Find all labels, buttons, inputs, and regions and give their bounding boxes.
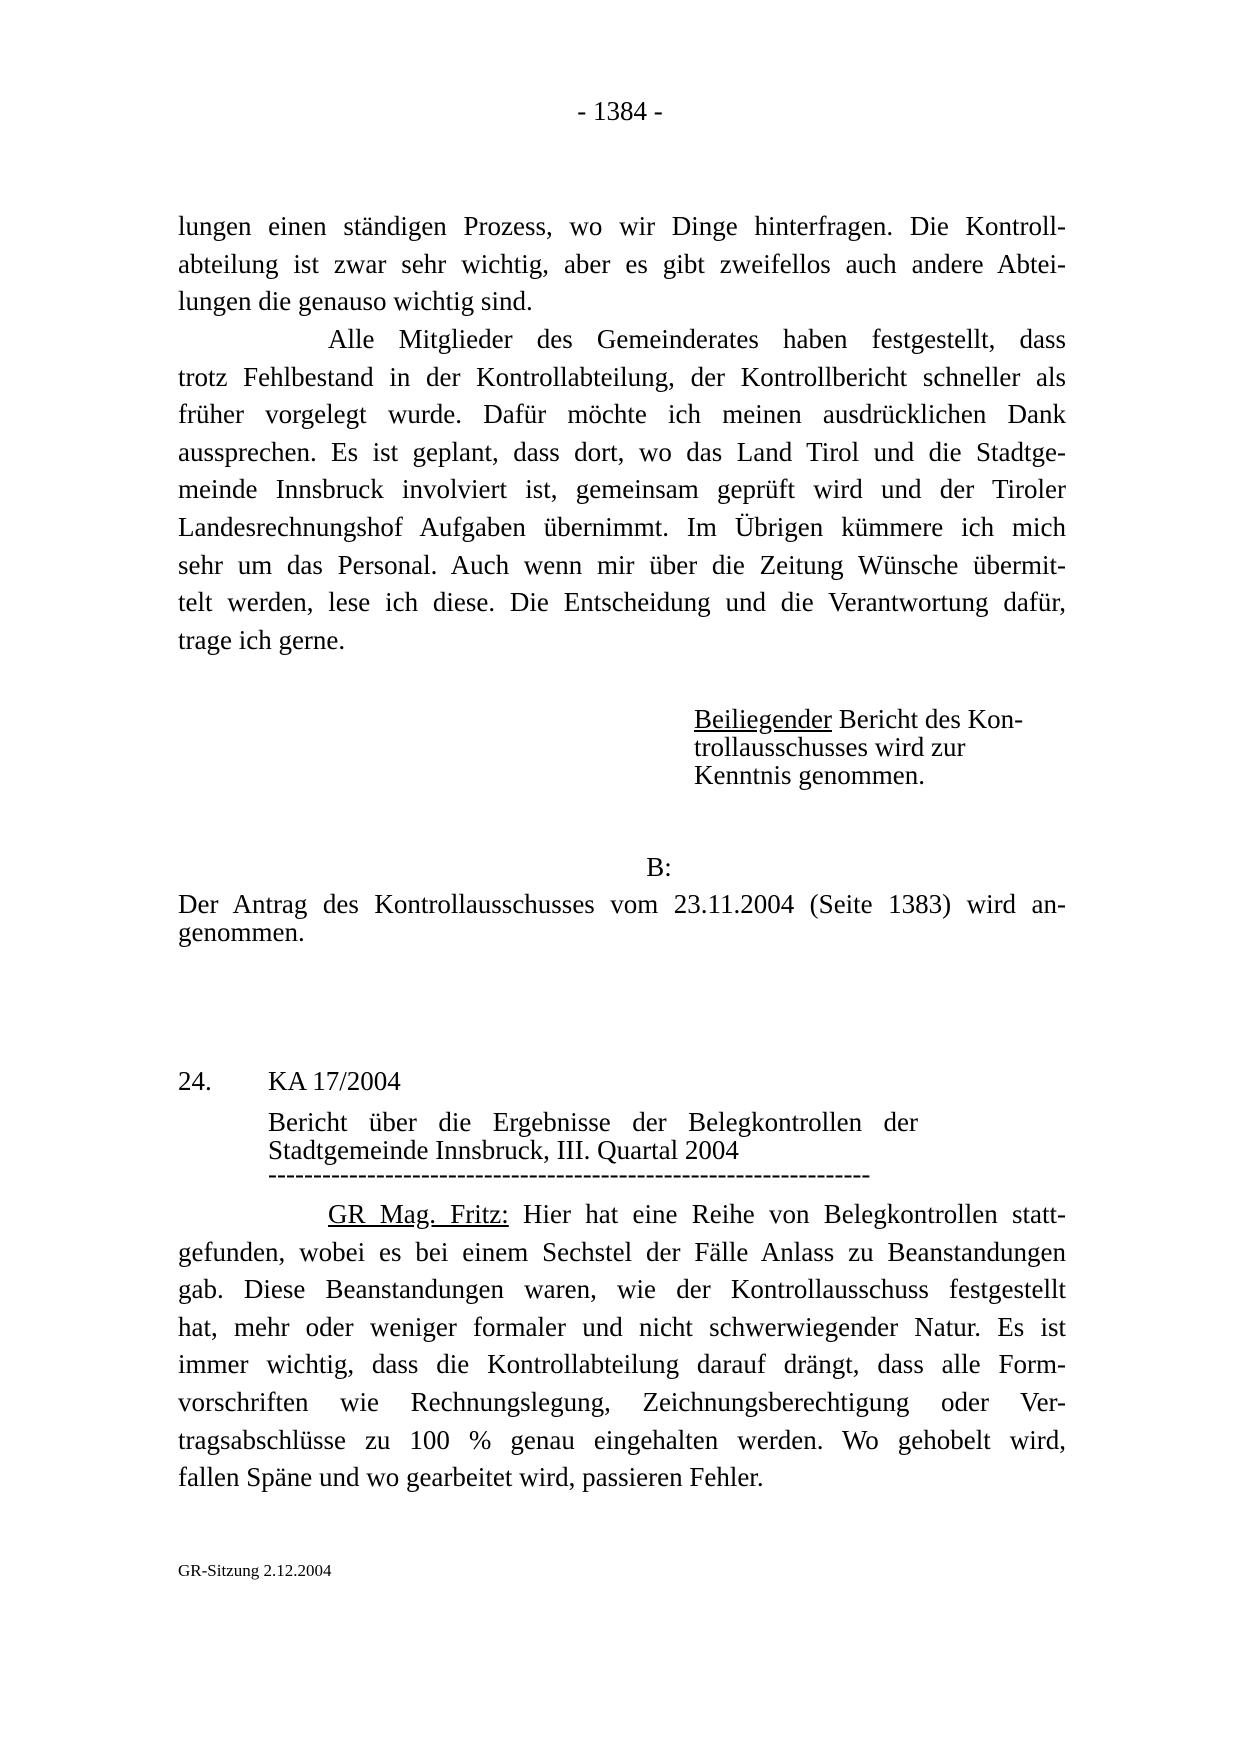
agenda-item-code: KA 17/2004 <box>268 1066 401 1096</box>
text-line: hat, mehr oder weniger formaler und nicht schwerwiegender Natur. Es ist <box>178 1311 1066 1342</box>
paragraph-statement <box>178 321 1066 659</box>
text-line: immer wichtig, dass die Kontrollabteilung darauf drängt, dass alle Form- <box>178 1349 1066 1380</box>
resolution-underlined-word: Beiliegender <box>694 704 832 734</box>
text-line: trotz Fehlbestand in der Kontrollabteilung, der Kontrollbericht schneller als <box>178 361 1066 392</box>
speaker-name: GR Mag. Fritz: <box>328 1199 509 1229</box>
resolution-line: Kenntnis genommen. <box>694 760 925 790</box>
paragraph-speech <box>178 1196 1066 1497</box>
text-line: Bericht über die Ergebnisse der Belegkontrollen der <box>268 1107 918 1137</box>
text-line: trage ich gerne. <box>178 624 346 655</box>
agenda-item-number: 24. <box>178 1066 212 1096</box>
text-line: lungen die genauso wichtig sind. <box>178 286 533 317</box>
resolution-line-rest: Bericht des Kon- <box>831 704 1024 734</box>
text-line: telt werden, lese ich diese. Die Entscheidung und die Verantwortung dafür, <box>178 587 1066 618</box>
text-line: früher vorgelegt wurde. Dafür möchte ich meinen ausdrücklichen Dank <box>178 399 1066 430</box>
section-b-label: B: <box>646 852 672 882</box>
text-line: Hier hat eine Reihe von Belegkontrollen statt- <box>508 1199 1066 1229</box>
resolution-note <box>694 705 1052 789</box>
text-line: genommen. <box>178 917 305 947</box>
text-line: lungen einen ständigen Prozess, wo wir Dinge hinterfragen. Die Kontroll- <box>178 211 1066 241</box>
text-line: abteilung ist zwar sehr wichtig, aber es gibt zweifellos auch andere Abtei- <box>178 248 1066 279</box>
text-line-indented <box>178 1196 1066 1234</box>
text-line: meinde Innsbruck involviert ist, gemeinsam geprüft wird und der Tiroler <box>178 474 1066 505</box>
text-line: Landesrechnungshof Aufgaben übernimmt. Im Übrigen kümmere ich mich <box>178 511 1066 542</box>
resolution-line: trollausschusses wird zur <box>694 732 966 762</box>
resolution-line <box>694 705 1052 733</box>
text-line: vorschriften wie Rechnungslegung, Zeichnungsberechtigung oder Ver- <box>178 1386 1066 1417</box>
text-line: sehr um das Personal. Auch wenn mir über die Zeitung Wünsche übermit- <box>178 549 1066 580</box>
text-line: Alle Mitglieder des Gemeinderates haben festgestellt, dass <box>328 324 1066 354</box>
text-line: gab. Diese Beanstandungen waren, wie der Kontrollausschuss festgestellt <box>178 1274 1066 1305</box>
text-line: aussprechen. Es ist geplant, dass dort, wo das Land Tirol und die Stadtge- <box>178 436 1066 467</box>
text-line: tragsabschlüsse zu 100 % genau eingehalten werden. Wo gehobelt wird, <box>178 1424 1066 1455</box>
text-line: Der Antrag des Kontrollausschusses vom 23.11.2004 (Seite 1383) wird an- <box>178 889 1066 919</box>
motion-text <box>178 890 1066 946</box>
text-line: fallen Späne und wo gearbeitet wird, passieren Fehler. <box>178 1462 764 1493</box>
dashed-separator: ------------------------------------------------------------------- <box>268 1159 871 1189</box>
text-line: gefunden, wobei es bei einem Sechstel der Fälle Anlass zu Beanstandungen <box>178 1236 1066 1267</box>
agenda-item-title <box>268 1108 918 1164</box>
paragraph-continuation <box>178 208 1066 321</box>
text-line-indented <box>178 321 1066 359</box>
text-line: Stadtgemeinde Innsbruck, III. Quartal 2004 <box>268 1135 739 1165</box>
footer-session-date: GR-Sitzung 2.12.2004 <box>178 1561 332 1580</box>
page-number: - 1384 - <box>577 96 663 126</box>
